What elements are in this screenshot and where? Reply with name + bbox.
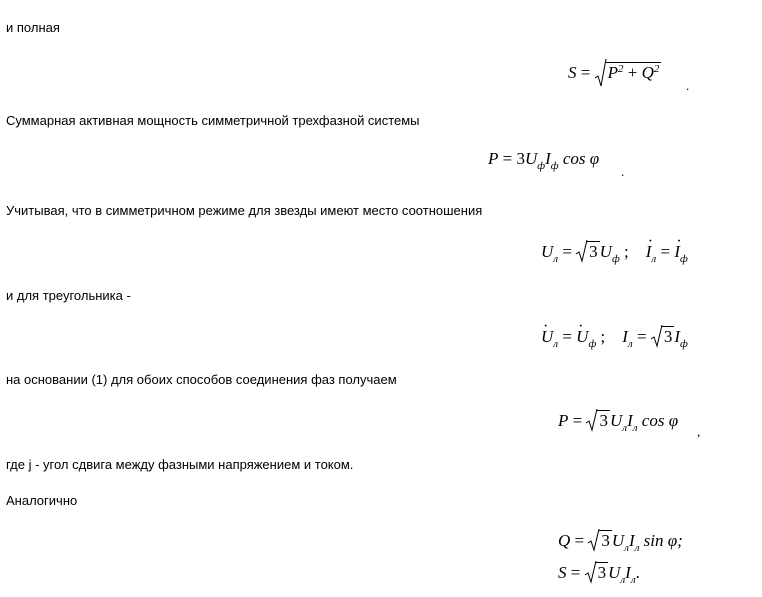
text-line-6: где j - угол сдвига между фазными напряжением и током.: [6, 457, 354, 472]
formula-active-power-phase: $P = 3U_фI_ф$ cos φ: [488, 149, 600, 172]
text-line-5: на основании (1) для обоих способов соединения фаз получаем: [6, 372, 397, 387]
formula-apparent-power: S = $P^2 + Q^2$: [568, 62, 661, 83]
text-line-7: Аналогично: [6, 493, 78, 508]
punctuation-comma: ,: [697, 424, 701, 439]
text-line-3: Учитывая, что в симметричном режиме для звезды имеют место соотношения: [6, 203, 483, 218]
formula-star-relations: $U_л$ = 3 $U_ф$ ; · $I_л$ = · $I_ф$: [541, 241, 688, 265]
formula-active-power-line: P = 3 $U_лI_л$ cos φ: [558, 411, 679, 434]
formula-apparent-power-line: S = 3 $U_лI_л$.: [558, 563, 640, 586]
text-line-2: Суммарная активная мощность симметричной трехфазной системы: [6, 113, 420, 128]
text-line-1: и полная: [6, 20, 60, 35]
punctuation-dot: .: [686, 78, 690, 93]
text-line-4: и для треугольника -: [6, 288, 131, 303]
punctuation-dot: .: [621, 164, 625, 179]
formula-reactive-power: Q = 3 $U_лI_л$ sin φ;: [558, 531, 683, 554]
formula-delta-relations: · $U_л$ = · $U_ф$ ; $I_л$ = 3 $I_ф$: [541, 326, 688, 350]
